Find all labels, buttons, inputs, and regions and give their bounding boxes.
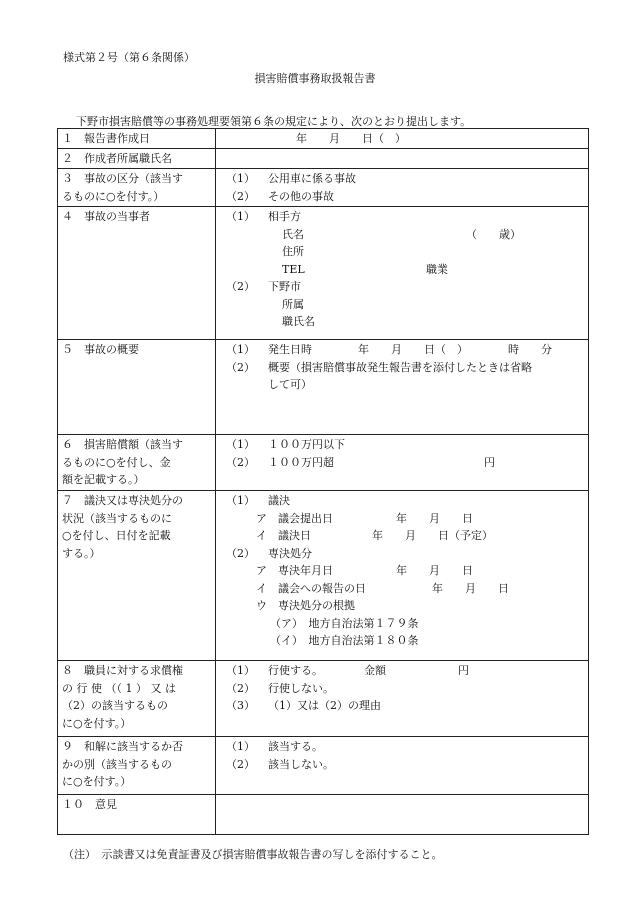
accident-type-field[interactable] bbox=[216, 169, 589, 207]
intro-text: 下野市損害賠償等の事務処理要領第６条の規定により、次のとおり提出します。 bbox=[76, 115, 472, 128]
summary-field[interactable] bbox=[216, 340, 589, 435]
form-text: 議決 bbox=[268, 494, 290, 507]
form-text: 年 月 日 bbox=[432, 581, 509, 595]
form-text: （1） bbox=[226, 343, 255, 356]
row-summary bbox=[58, 340, 589, 435]
form-text: （2） bbox=[226, 280, 255, 293]
form-text: 円 bbox=[484, 455, 495, 469]
label-cell bbox=[58, 795, 216, 835]
form-text: （1）又は（2）の理由 bbox=[268, 699, 381, 712]
author-field[interactable] bbox=[216, 149, 589, 169]
resolution-field[interactable] bbox=[216, 491, 589, 661]
form-text: ８ 職員に対する求償権 bbox=[62, 664, 183, 677]
form-text: 年 月 日 bbox=[396, 564, 473, 577]
form-text: 年 月 日（ ） bbox=[358, 343, 468, 356]
row-parties bbox=[58, 207, 589, 340]
form-text: （2） bbox=[226, 455, 255, 469]
form-text: 年 月 日（ ） bbox=[296, 132, 406, 145]
form-text: １０ 意見 bbox=[62, 798, 117, 811]
form-text: イ 議決日 bbox=[256, 529, 311, 542]
form-text: 住所 bbox=[282, 245, 304, 258]
footnote: （注） 示談書又は免責証書及び損害賠償事故報告書の写しを添付すること。 bbox=[63, 848, 443, 861]
form-text: 円 bbox=[458, 664, 469, 677]
form-text: （1） bbox=[226, 438, 255, 451]
form-number: 様式第２号（第６条関係） bbox=[63, 51, 195, 64]
form-text: １ 報告書作成日 bbox=[62, 132, 150, 145]
form-text: （1） bbox=[226, 210, 255, 223]
form-text: １００万円以下 bbox=[268, 438, 345, 451]
form-text: 相手方 bbox=[268, 210, 301, 223]
form-text: 職氏名 bbox=[282, 315, 315, 328]
recourse-field[interactable] bbox=[216, 661, 589, 737]
form-text: （2） bbox=[226, 681, 255, 695]
form-text: １００万円超 bbox=[268, 455, 334, 469]
form-text: （2） bbox=[226, 757, 255, 771]
form-text: （イ） 地方自治法第１８０条 bbox=[270, 634, 419, 647]
form-text: 公用車に係る事故 bbox=[268, 172, 356, 185]
form-text: （ア） 地方自治法第１７９条 bbox=[270, 616, 419, 630]
form-text: ４ 事故の当事者 bbox=[62, 210, 150, 223]
settlement-field[interactable] bbox=[216, 737, 589, 795]
form-text: （2） bbox=[226, 360, 255, 374]
form-text: ３ 事故の区分（該当す bbox=[62, 172, 183, 185]
label-cell bbox=[58, 491, 216, 661]
form-text: （3） bbox=[226, 699, 255, 712]
form-text: （1） bbox=[226, 664, 255, 677]
form-text: の 行 使 （（ 1 ） 又 は bbox=[62, 681, 176, 695]
form-text: ７ 議決又は専決処分の bbox=[62, 494, 183, 507]
form-text: に○を付す。） bbox=[62, 775, 132, 788]
report-table bbox=[57, 128, 589, 835]
form-text: かの別（該当するもの bbox=[62, 757, 172, 771]
form-text: 該当しない。 bbox=[268, 757, 334, 771]
label-cell bbox=[58, 169, 216, 207]
form-text: TEL bbox=[282, 262, 305, 276]
row-opinion bbox=[58, 795, 589, 835]
form-title: 損害賠償事務取扱報告書 bbox=[254, 72, 376, 85]
form-text: 発生日時 bbox=[268, 343, 312, 356]
row-damages bbox=[58, 435, 589, 491]
label-cell bbox=[58, 129, 216, 149]
form-text: ６ 損害賠償額（該当す bbox=[62, 438, 183, 451]
label-cell bbox=[58, 207, 216, 340]
form-text: （1） bbox=[226, 172, 255, 185]
row-recourse bbox=[58, 661, 589, 737]
form-text: （2） bbox=[226, 546, 255, 560]
form-text: 金額 bbox=[364, 664, 386, 677]
label-cell bbox=[58, 149, 216, 169]
form-text: 所属 bbox=[282, 297, 304, 311]
report-date-field[interactable] bbox=[216, 129, 589, 149]
form-text: その他の事故 bbox=[268, 189, 334, 203]
form-text: 該当する。 bbox=[268, 740, 323, 753]
parties-field[interactable] bbox=[216, 207, 589, 340]
form-text: する。） bbox=[62, 546, 101, 560]
label-cell bbox=[58, 340, 216, 435]
form-text: に○を付す。） bbox=[62, 716, 132, 730]
form-text: （1） bbox=[226, 494, 255, 507]
form-text: るものに○を付し、金 bbox=[62, 455, 171, 469]
row-settlement bbox=[58, 737, 589, 795]
form-text: 下野市 bbox=[268, 280, 301, 293]
form-text: ア 専決年月日 bbox=[256, 564, 333, 577]
form-text: ウ 専決処分の根拠 bbox=[256, 599, 355, 612]
damages-field[interactable] bbox=[216, 435, 589, 491]
form-text: 年 月 日 bbox=[396, 511, 473, 525]
form-text: イ 議会への報告の日 bbox=[256, 581, 366, 595]
form-text: 行使する。 bbox=[268, 664, 323, 677]
form-text: ５ 事故の概要 bbox=[62, 343, 139, 356]
row-accident-type bbox=[58, 169, 589, 207]
label-cell bbox=[58, 737, 216, 795]
form-text: 職業 bbox=[426, 262, 448, 276]
label-cell bbox=[58, 661, 216, 737]
form-text: ○を付し、日付を記載 bbox=[62, 529, 171, 542]
form-text: して可） bbox=[268, 378, 312, 391]
form-text: （1） bbox=[226, 740, 255, 753]
row-resolution bbox=[58, 491, 589, 661]
form-text: 行使しない。 bbox=[268, 681, 334, 695]
opinion-field[interactable] bbox=[216, 795, 589, 835]
form-text: ９ 和解に該当するか否 bbox=[62, 740, 183, 753]
form-text: 状況（該当するものに bbox=[62, 511, 172, 525]
form-text: 時 分 bbox=[508, 343, 552, 356]
form-text: （ 歳） bbox=[466, 227, 521, 241]
form-text: 氏名 bbox=[282, 227, 304, 241]
form-text: ２ 作成者所属職氏名 bbox=[62, 152, 172, 165]
row-author bbox=[58, 149, 589, 169]
label-cell bbox=[58, 435, 216, 491]
form-text: 概要（損害賠償事故発生報告書を添付したときは省略 bbox=[268, 360, 532, 374]
form-text: 額を記載する。） bbox=[62, 473, 145, 486]
form-text: 専決処分 bbox=[268, 546, 312, 560]
form-text: ア 議会提出日 bbox=[256, 511, 333, 525]
form-text: （2）の該当するもの bbox=[62, 699, 168, 712]
form-text: （2） bbox=[226, 189, 255, 203]
form-text: るものに○を付す。） bbox=[62, 189, 165, 203]
form-text: 年 月 日（予定） bbox=[372, 529, 493, 542]
row-report-date bbox=[58, 129, 589, 149]
